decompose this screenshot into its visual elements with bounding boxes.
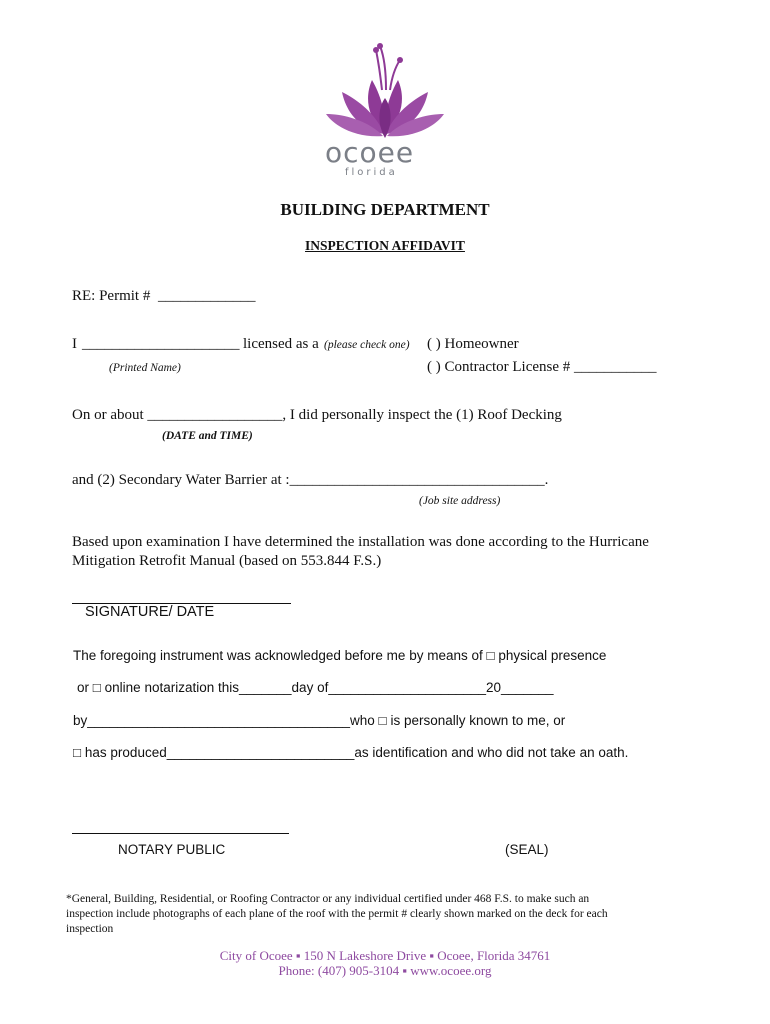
notary-signature-line[interactable] [72,833,289,834]
footnote-line-1: *General, Building, Residential, or Roofing Contractor or any individual certified under 468 F.S. to make such an [66,893,590,905]
notary-line-2: or □ online notarization this_______day of_____________________20_______ [77,680,554,695]
water-barrier-line: and (2) Secondary Water Barrier at :__________________________________. [72,472,549,488]
footer-address: City of Ocoee ▪ 150 N Lakeshore Drive ▪ Ocoee, Florida 34761 [219,948,551,963]
notary-line-3: by___________________________________who □ is personally known to me, or [73,713,566,728]
footnote-line-3: inspection [66,923,114,935]
ocoee-lotus-logo-icon [320,42,450,147]
licensed-as-label: licensed as a [243,336,319,352]
page-title: BUILDING DEPARTMENT [280,200,490,219]
contractor-option[interactable]: ( ) Contractor License # ___________ [427,359,657,375]
printed-name-caption: (Printed Name) [109,362,181,374]
printed-name-field[interactable]: _____________________ [82,336,240,352]
job-site-caption: (Job site address) [419,495,501,507]
signature-label: SIGNATURE/ DATE [85,604,215,620]
logo-name: ocoee [325,136,415,169]
license-prefix: I [72,336,77,352]
notary-line-1: The foregoing instrument was acknowledged before me by means of □ physical presence [73,648,607,663]
footer-contact: Phone: (407) 905-3104 ▪ www.ocoee.org [278,963,492,978]
permit-label: RE: Permit # [72,288,151,304]
permit-field[interactable]: _____________ [158,288,256,304]
homeowner-option[interactable]: ( ) Homeowner [427,336,519,352]
statement-line-1: Based upon examination I have determined the installation was done according to the Hurricane [72,534,649,550]
footnote-line-2: inspection include photographs of each plane of the roof with the permit # clearly shown marked on the deck for each [66,908,608,920]
seal-label: (SEAL) [505,842,549,857]
logo-subtitle: florida [345,167,398,178]
notary-line-4: □ has produced_________________________as identification and who did not take an oath. [73,745,629,760]
notary-public-label: NOTARY PUBLIC [118,842,226,857]
check-one-note: (please check one) [324,339,410,351]
date-time-caption: (DATE and TIME) [162,430,253,442]
statement-line-2: Mitigation Retrofit Manual (based on 553.844 F.S.) [72,553,382,569]
inspection-date-line: On or about __________________, I did personally inspect the (1) Roof Decking [72,407,562,423]
page-subtitle: INSPECTION AFFIDAVIT [305,238,465,253]
